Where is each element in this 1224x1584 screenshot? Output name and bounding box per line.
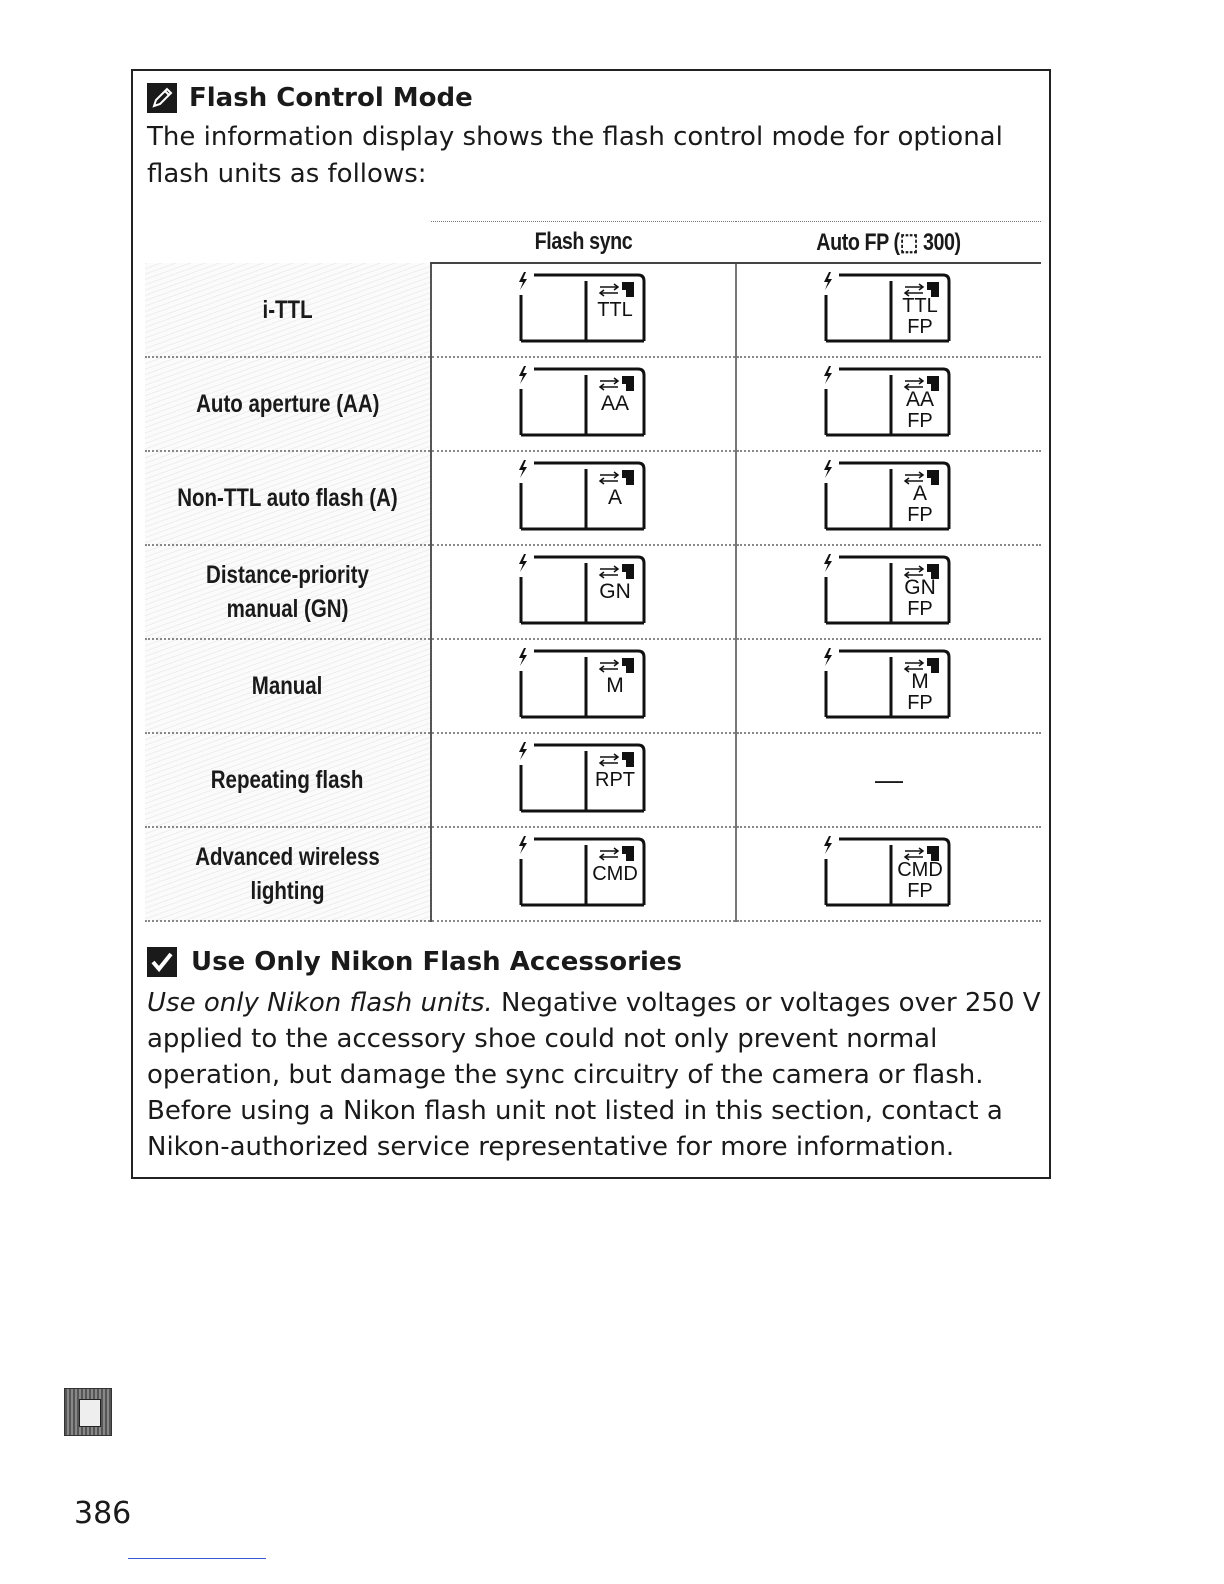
note-title: Flash Control Mode — [189, 83, 473, 113]
flash-sync-cell — [431, 357, 736, 451]
auto-fp-cell — [736, 639, 1041, 733]
flash-mode-icon — [819, 551, 959, 629]
flash-mode-icon — [514, 363, 654, 441]
not-available-dash: — — [875, 764, 903, 795]
auto-fp-cell — [736, 827, 1041, 921]
table-row — [145, 639, 1041, 733]
auto-fp-cell — [736, 357, 1041, 451]
mode-name-cell — [145, 545, 431, 639]
flash-control-mode-note — [131, 69, 1051, 1179]
icon-mode-label: A — [912, 481, 928, 505]
icon-mode-label: M — [911, 669, 929, 693]
mode-name-cell — [145, 733, 431, 827]
icon-fp-label: FP — [907, 409, 933, 432]
flash-mode-icon — [819, 363, 959, 441]
mode-name-cell — [145, 451, 431, 545]
auto-fp-cell — [736, 263, 1041, 357]
icon-fp-label: FP — [907, 691, 933, 714]
table-row — [145, 357, 1041, 451]
icon-mode-label: TTL — [902, 294, 938, 317]
icon-mode-label: A — [607, 485, 622, 509]
flash-sync-cell — [431, 545, 736, 639]
auto-fp-cell — [736, 545, 1041, 639]
table-row — [145, 545, 1041, 639]
mode-name-cell — [145, 357, 431, 451]
flash-mode-icon — [819, 269, 959, 347]
mode-name: Auto aperture (AA) — [195, 390, 380, 418]
warning-text: Negative voltages or voltages over 250 V applied to the accessory shoe could not only prevent normal operation, but damage the sync circuitry of the camera or flash. Before using a Nikon flash unit not listed in this section, contact a Nikon-authorized service representative for more information. — [147, 988, 1041, 1162]
mode-name: Distance-priority manual (GN) — [206, 561, 369, 623]
flash-mode-icon — [819, 457, 959, 535]
warning-header — [147, 947, 682, 977]
flash-mode-icon — [514, 457, 654, 535]
flash-mode-icon — [514, 645, 654, 723]
mode-name: Non-TTL auto flash (A) — [177, 484, 398, 512]
icon-fp-label: FP — [907, 315, 933, 338]
mode-name: i-TTL — [262, 295, 313, 324]
header-flash-sync: Flash sync — [458, 222, 708, 264]
page-number: 386 — [74, 1496, 132, 1531]
icon-mode-label: GN — [598, 579, 631, 603]
warning-title: Use Only Nikon Flash Accessories — [191, 947, 682, 977]
flash-mode-icon — [514, 269, 654, 347]
flash-sync-cell — [431, 451, 736, 545]
flash-mode-icon — [514, 551, 654, 629]
icon-mode-label: AA — [600, 391, 629, 415]
mode-name-cell — [145, 827, 431, 921]
check-caution-icon — [147, 947, 177, 977]
note-intro: The information display shows the flash control mode for optional flash units as follows: — [147, 122, 1003, 189]
table-row — [145, 263, 1041, 357]
footer-rule — [128, 1558, 266, 1559]
mode-name-cell — [145, 263, 431, 357]
flash-sync-cell — [431, 263, 736, 357]
table-row — [145, 451, 1041, 545]
flash-sync-cell — [431, 639, 736, 733]
mode-name: Advanced wireless lighting — [195, 843, 380, 905]
section-tab-icon — [64, 1388, 112, 1436]
icon-mode-label: AA — [905, 387, 935, 411]
mode-name: Manual — [252, 672, 323, 700]
auto-fp-cell — [736, 451, 1041, 545]
table-row — [145, 827, 1041, 921]
mode-name-cell — [145, 639, 431, 733]
warning-body — [147, 985, 1047, 1165]
mode-name: Repeating flash — [211, 766, 364, 794]
icon-mode-label: TTL — [596, 298, 633, 321]
flash-mode-table-body — [145, 263, 1041, 921]
flash-mode-icon — [819, 833, 959, 911]
note-header — [147, 83, 473, 113]
icon-fp-label: FP — [907, 503, 933, 526]
pencil-note-icon — [147, 83, 177, 113]
warning-lead: Use only Nikon flash units. — [147, 988, 493, 1018]
auto-fp-cell — [736, 733, 1041, 827]
icon-mode-label: CMD — [897, 858, 943, 881]
icon-mode-label: RPT — [594, 768, 635, 791]
flash-mode-table — [145, 221, 1041, 922]
icon-mode-label: M — [605, 673, 624, 697]
flash-sync-cell — [431, 827, 736, 921]
header-auto-fp: Auto FP (⬚ 300) — [763, 222, 1013, 264]
table-row — [145, 733, 1041, 827]
table-corner — [171, 222, 406, 264]
icon-mode-label: GN — [904, 575, 936, 599]
icon-fp-label: FP — [907, 879, 933, 902]
icon-mode-label: CMD — [591, 862, 638, 885]
flash-mode-icon — [514, 739, 654, 817]
flash-mode-icon — [514, 833, 654, 911]
icon-fp-label: FP — [907, 597, 933, 620]
flash-mode-icon — [819, 645, 959, 723]
flash-sync-cell — [431, 733, 736, 827]
